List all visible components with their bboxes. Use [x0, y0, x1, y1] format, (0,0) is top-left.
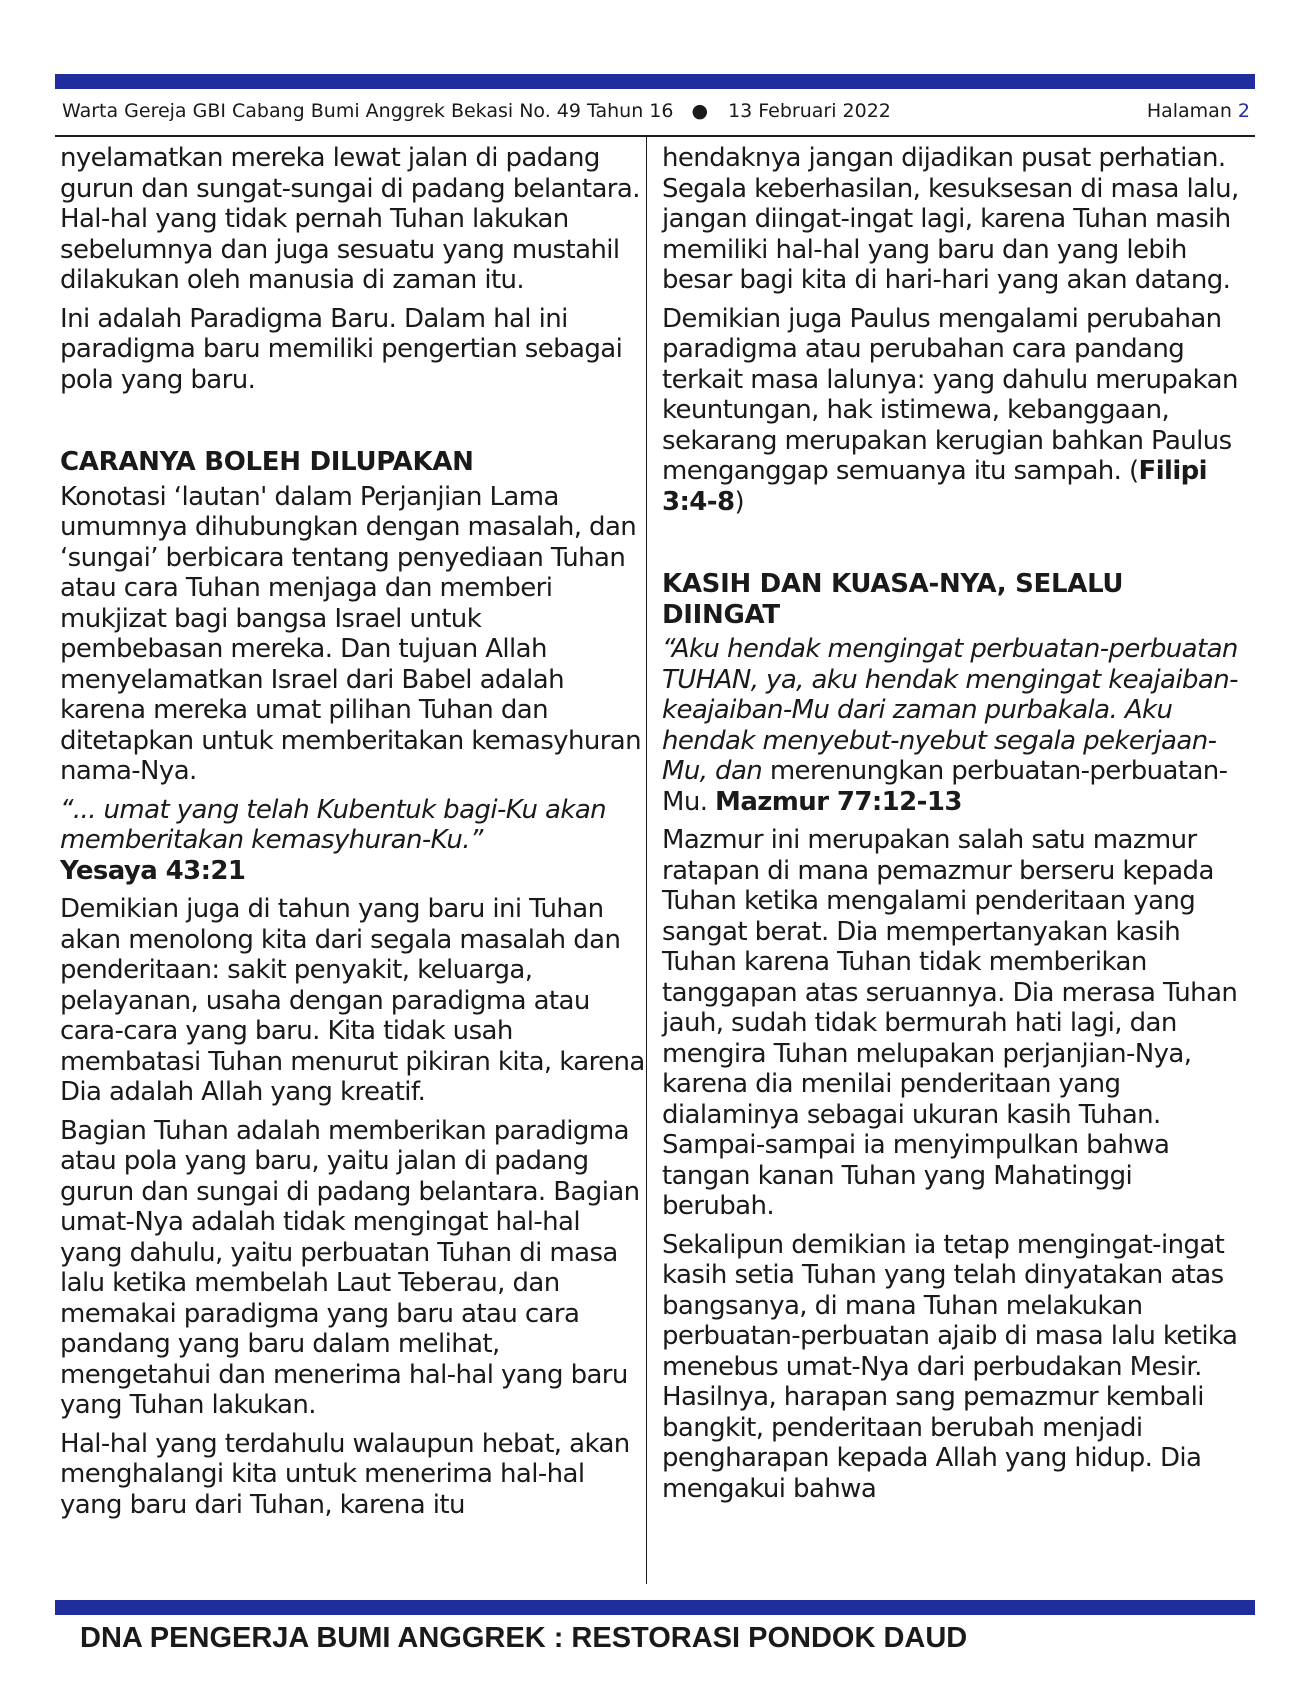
top-accent-bar: [55, 74, 1255, 89]
paragraph: Ini adalah Paradigma Baru. Dalam hal ini paradigma baru memiliki pengertian sebagai pola yang baru.: [60, 303, 623, 395]
scripture-quote: “... umat yang telah Kubentuk bagi-Ku akan memberitakan kemasyhuran-Ku.”: [60, 794, 607, 855]
paragraph: hendaknya jangan dijadikan pusat perhatian. Segala keberhasilan, kesuksesan di masa lalu, jangan diingat-ingat lagi, karena Tuhan masih memiliki hal-hal yang baru dan yang lebih besar bagi kita di hari-hari yang akan datang.: [662, 143, 1239, 295]
paragraph: Hal-hal yang terdahulu walaupun hebat, akan menghalangi kita untuk menerima hal-hal yang baru dari Tuhan, karena itu: [60, 1428, 630, 1520]
page-header: [60, 100, 1250, 130]
paragraph: Konotasi ‘lautan' dalam Perjanjian Lama umumnya dihubungkan dengan masalah, dan ‘sungai’ berbicara tentang penyediaan Tuhan atau cara Tuhan menjaga dan memberi mukjizat bagi bangsa Israel untuk pembebasan mereka. Dan tujuan Allah menyelamatkan Israel dari Babel adalah karena mereka umat pilihan Tuhan dan ditetapkan untuk memberitakan kemasyhuran nama-Nya.: [60, 481, 642, 786]
bullet-separator: ●: [691, 100, 709, 122]
column-divider: [646, 137, 647, 1584]
issue-date: 13 Februari 2022: [728, 100, 891, 122]
paragraph: Bagian Tuhan adalah memberikan paradigma atau pola yang baru, yaitu jalan di padang gurun dan sungai di padang belantara. Bagian umat-Nya adalah tidak mengingat hal-hal yang dahulu, yaitu perbuatan Tuhan di masa lalu ketika membelah Laut Teberau, dan memakai paradigma yang baru atau cara pandang yang baru dalam melihat, mengetahui dan menerima hal-hal yang baru yang Tuhan lakukan.: [60, 1115, 640, 1420]
page-label: Halaman: [1146, 100, 1232, 122]
section-heading: KASIH DAN KUASA-NYA, SELALU DIINGAT: [662, 569, 1124, 630]
header-publication: [62, 100, 891, 122]
header-rule: [55, 135, 1255, 137]
paragraph-text: Demikian juga Paulus mengalami perubahan paradigma atau perubahan cara pandang terkait masa lalunya: yang dahulu merupakan keuntungan, hak istimewa, kebanggaan, sekarang merupakan kerugian bahkan Paulus menganggap semuanya itu sampah. (: [662, 303, 1238, 486]
paren-close: ): [734, 486, 745, 517]
right-column: [662, 143, 1247, 1512]
footer-motto: DNA PENGERJA BUMI ANGGREK : RESTORASI PONDOK DAUD: [80, 1622, 968, 1654]
left-column: [60, 143, 645, 1528]
section-heading: CARANYA BOLEH DILUPAKAN: [60, 447, 474, 477]
paragraph: nyelamatkan mereka lewat jalan di padang gurun dan sungat-sungai di padang belantara. Hal-hal yang tidak pernah Tuhan lakukan sebelumnya dan juga sesuatu yang mustahil dilakukan oleh manusia di zaman itu.: [60, 143, 640, 295]
paragraph: Demikian juga di tahun yang baru ini Tuhan akan menolong kita dari segala masalah dan penderitaan: sakit penyakit, keluarga, pelayanan, usaha dengan paradigma atau cara-cara yang baru. Kita tidak usah membatasi Tuhan menurut pikiran kita, karena Dia adalah Allah yang kreatif.: [60, 894, 645, 1107]
scripture-quote-block: [662, 634, 1247, 817]
scripture-reference: Yesaya 43:21: [60, 855, 246, 886]
spacer: [662, 525, 1247, 569]
paragraph-with-reference: [662, 304, 1247, 518]
page-number: 2: [1237, 100, 1250, 122]
publication-title: Warta Gereja GBI Cabang Bumi Anggrek Bekasi No. 49 Tahun 16: [62, 100, 674, 122]
spacer: [60, 403, 645, 447]
paragraph: Mazmur ini merupakan salah satu mazmur ratapan di mana pemazmur berseru kepada Tuhan ketika mengalami penderitaan yang sangat berat. Dia mempertanyakan kasih Tuhan karena Tuhan tidak memberikan tanggapan atas seruannya. Dia merasa Tuhan jauh, sudah tidak bermurah hati lagi, dan mengira Tuhan melupakan perjanjian-Nya, karena dia menilai penderitaan yang dialaminya sebagai ukuran kasih Tuhan. Sampai-sampai ia menyimpulkan bahwa tangan kanan Tuhan yang Mahatinggi berubah.: [662, 825, 1238, 1221]
scripture-quote-plain: merenungkan perbuatan-perbuatan-Mu.: [662, 756, 1228, 817]
page-indicator: [1147, 100, 1250, 122]
paragraph: Sekalipun demikian ia tetap mengingat-ingat kasih setia Tuhan yang telah dinyatakan atas bangsanya, di mana Tuhan melakukan perbuatan-perbuatan ajaib di masa lalu ketika menebus umat-Nya dari perbudakan Mesir. Hasilnya, harapan sang pemazmur kembali bangkit, penderitaan berubah menjadi pengharapan kepada Allah yang hidup. Dia mengakui bahwa: [662, 1229, 1238, 1504]
scripture-quote: “Aku hendak mengingat perbuatan-perbuatan TUHAN, ya, aku hendak mengingat keajaiban-keajaiban-Mu dari zaman purbakala. Aku hendak menyebut-nyebut segala pekerjaan-Mu, dan: [662, 634, 1238, 786]
scripture-reference: Filipi 3:4-8: [662, 456, 1207, 517]
scripture-reference: Mazmur 77:12-13: [715, 786, 962, 817]
bottom-accent-bar: [55, 1600, 1255, 1615]
